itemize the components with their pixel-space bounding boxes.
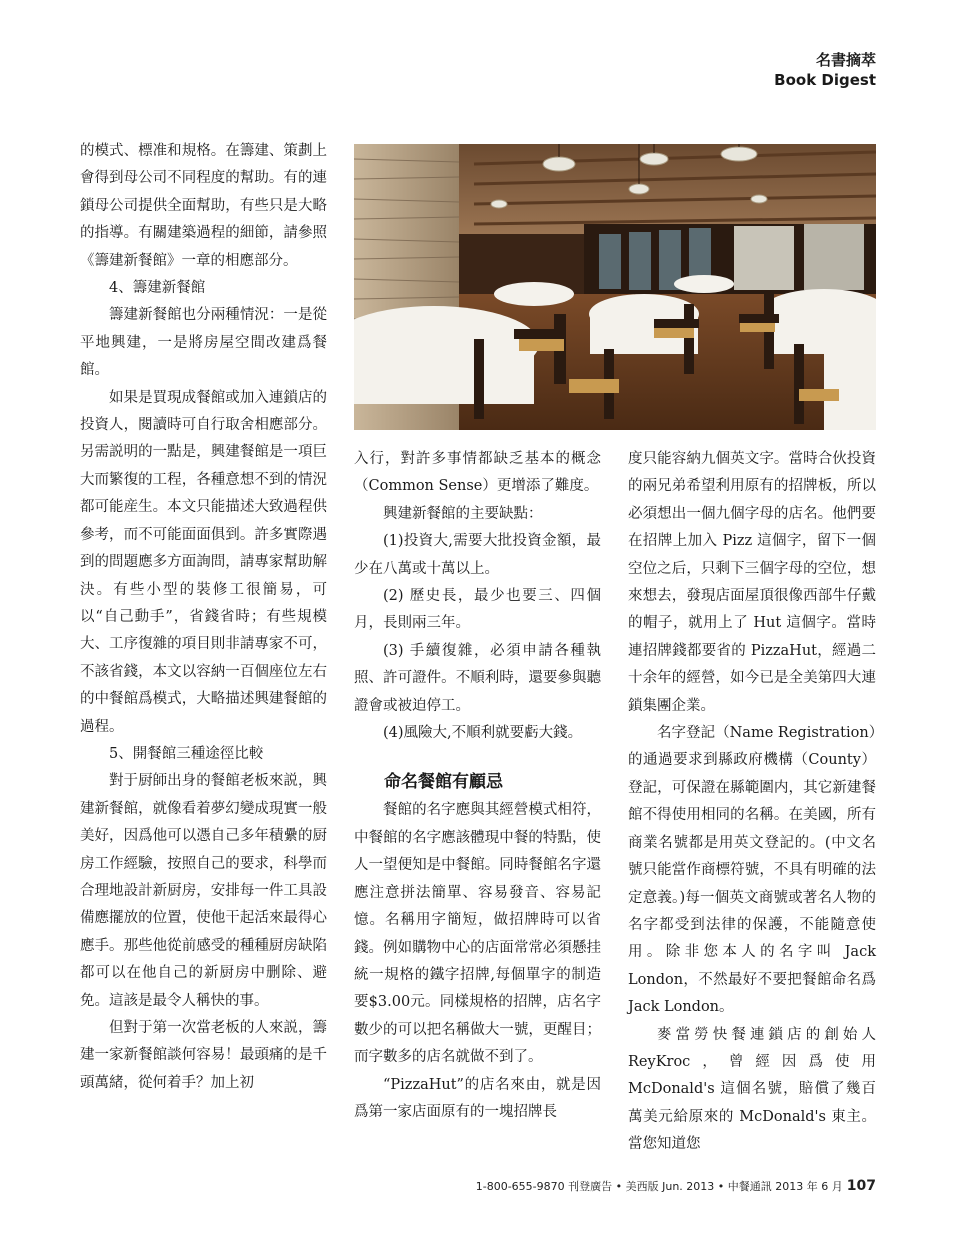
paragraph: 麥當勞快餐連鎖店的創始人 ReyKroc，曾經因爲使用 McDonald's 這個名號，賠償了幾百萬美元給原來的 McDonald's 東主。當您知道您 [628,1026,876,1153]
section-title: 命名餐館有顧忌 [384,772,503,793]
subheading: 4、籌建新餐館 [109,280,206,297]
paragraph: 名字登記（Name Registration）的通過要求到縣政府機構（County）登記，可保證在縣範圍内，其它新建餐館不得使用相同的名稱。在美國，所有商業名號都是用英文登記的。(中文名號只能當作商標符號，不具有明確的法定意義。)每一個英文商號或著名人物的名字都受到法律的保護，不能隨意使用。除非您本人的名字叫 Jack London，不然最好不要把餐館命名爲 Jack London。 [628,725,876,1016]
page-header [774,50,876,90]
paragraph: 入行，對許多事情都缺乏基本的概念（Common Sense）更增添了難度。 [354,451,601,495]
section-name-chinese: 名書摘萃 [815,51,876,69]
footer-info: 1-800-655-9870 刊登廣告 • 美西版 Jun. 2013 • 中餐通訊 2013 年 6 月 [475,1180,843,1193]
paragraph: 籌建新餐館也分兩種情況：一是從平地興建，一是將房屋空間改建爲餐館。 [80,307,327,379]
paragraph: 對于厨師出身的餐館老板來説，興建新餐館，就像看着夢幻變成現實一般美好，因爲他可以憑自己多年積纍的厨房工作經驗，按照自己的要求，科學而合理地設計新厨房，安排每一件工具設備應擺放的位置，使他干起活來最得心應手。那些他從前感受的種種厨房缺陷都可以在他自己的新厨房中删除、避免。這該是最令人稱快的事。 [80,773,327,1009]
list-item: (4)風險大,不順利就要虧大錢。 [383,725,583,742]
paragraph: 但對于第一次當老板的人來説，籌建一家新餐館談何容易！最頭痛的是千頭萬緒，從何着手？加上初 [80,1020,327,1091]
paragraph: 如果是買現成餐館或加入連鎖店的投資人，閱讀時可自行取舍相應部分。另需説明的一點是，興建餐館是一項巨大而繁復的工程，各種意想不到的情況都可能産生。本文只能描述大致過程供參考，而不可能面面俱到。許多實際遇到的問題應多方面詢問，請專家幫助解決。有些小型的裝修工很簡易，可以“自己動手”，省錢省時；有些規模大、工序復雜的項目則非請專家不可，不該省錢，本文以容納一百個座位左右的中餐館爲模式，大略描述興建餐館的過程。 [80,389,327,735]
text-column-1 [80,138,327,1097]
page-footer [476,1178,876,1194]
list-item: (3) 手續復雜，必須申請各種執照、許可證件。不順利時，還要參與聽證會或被迫停工。 [354,642,601,714]
text-column-3 [628,446,876,1159]
paragraph: 度只能容納九個英文字。當時合伙投資的兩兄弟希望利用原有的招牌板，所以必須想出一個九個字母的店名。他們要在招牌上加入 Pizz 這個字，留下一個空位之后，只剩下三個字母的空位，想來想去，發現店面屋頂很像西部牛仔戴的帽子，就用上了 Hut 這個字。當時連招牌錢都要省的 PizzaHut，經過二十余年的經營，如今已是全美第四大連鎖集團企業。 [628,451,876,714]
paragraph: “PizzaHut”的店名來由，就是因爲第一家店面原有的一塊招牌長 [354,1076,601,1120]
list-item: (1)投資大,需要大批投資金額，最少在八萬或十萬以上。 [354,533,601,577]
paragraph: 的模式、標准和規格。在籌建、策劃上會得到母公司不同程度的幫助。有的連鎖母公司提供全面幫助，有些只是大略的指導。有關建築過程的細節，請參照《籌建新餐館》一章的相應部分。 [80,143,327,269]
paragraph: 興建新餐館的主要缺點： [383,505,543,522]
list-item: (2) 歷史長，最少也要三、四個月，長則兩三年。 [354,588,601,632]
section-name-english: Book Digest [774,71,876,89]
page-number: 107 [846,1178,876,1194]
restaurant-interior-photo [354,144,876,430]
paragraph: 餐館的名字應與其經營模式相符，中餐館的名字應該體現中餐的特點，使人一望便知是中餐館。同時餐館名字還應注意拼法簡單、容易發音、容易記憶。名稱用字簡短，做招牌時可以省錢。例如購物中心的店面常常必須懸挂統一規格的鐵字招牌,每個單字的制造要$3.00元。同樣規格的招牌，店名字數少的可以把名稱做大一號，更醒目；而字數多的店名就做不到了。 [354,802,601,1066]
subheading: 5、開餐館三種途徑比較 [109,745,264,762]
text-column-2 [354,446,601,1126]
